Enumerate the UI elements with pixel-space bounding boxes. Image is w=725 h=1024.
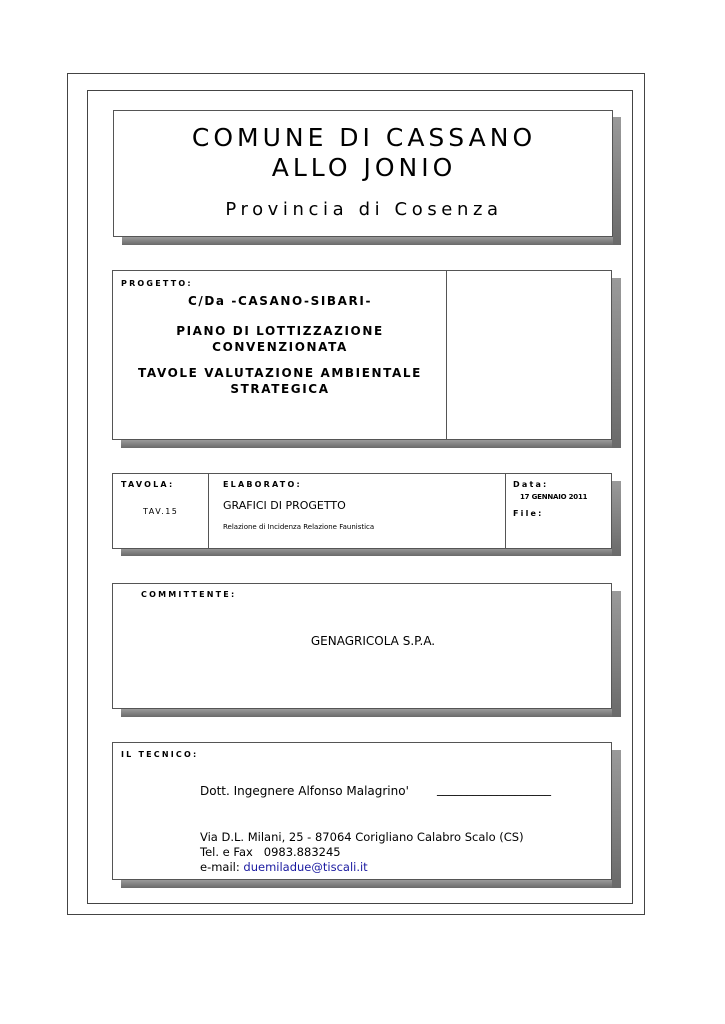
tecnico-phone: Tel. e Fax 0983.883245 (200, 845, 341, 859)
project-tables-line2: STRATEGICA (230, 382, 330, 396)
signature-line: ___________________ (437, 782, 551, 796)
tavola-divider-1 (208, 474, 209, 548)
tecnico-shadow-side (612, 750, 621, 888)
committente-label: COMMITTENTE: (141, 590, 237, 599)
title-line-2: ALLO JONIO (271, 153, 457, 182)
tecnico-box (112, 742, 612, 880)
project-plan-line2: CONVENZIONATA (212, 340, 348, 354)
header-shadow-side (613, 117, 621, 245)
project-box (112, 270, 612, 440)
elaborato-label: ELABORATO: (223, 480, 302, 489)
committente-shadow-side (612, 591, 621, 717)
committente-box (112, 583, 612, 709)
committente-shadow (121, 709, 621, 717)
tavola-shadow (121, 548, 621, 556)
tavola-shadow-side (612, 481, 621, 556)
data-label: Data: (513, 480, 549, 489)
header-shadow (122, 237, 621, 245)
header-box (113, 110, 613, 237)
tecnico-label: IL TECNICO: (121, 750, 199, 759)
email-label: e-mail: (200, 860, 240, 874)
tavola-value: TAV.15 (143, 507, 179, 516)
title-line-1: COMUNE DI CASSANO (191, 123, 537, 152)
municipality-title (114, 123, 614, 183)
tecnico-shadow (121, 880, 621, 888)
tecnico-email-line (200, 860, 368, 874)
project-label: PROGETTO: (121, 279, 193, 288)
email-link[interactable]: duemiladue@tiscali.it (243, 860, 368, 874)
tavola-label: TAVOLA: (121, 480, 175, 489)
data-value: 17 GENNAIO 2011 (520, 493, 588, 501)
project-tables-line1: TAVOLE VALUTAZIONE AMBIENTALE (138, 366, 422, 380)
project-shadow-side (612, 278, 621, 448)
project-plan-line1: PIANO DI LOTTIZZAZIONE (176, 324, 384, 338)
elaborato-title: GRAFICI DI PROGETTO (223, 499, 346, 512)
committente-name: GENAGRICOLA S.P.A. (310, 634, 436, 648)
elaborato-subtitle: Relazione di Incidenza Relazione Faunistica (223, 523, 375, 531)
tavola-divider-2 (505, 474, 506, 548)
project-shadow (121, 440, 621, 448)
province-subtitle: Provincia di Cosenza (225, 199, 503, 220)
project-text (113, 293, 447, 397)
file-label: File: (513, 509, 544, 518)
tecnico-name: Dott. Ingegnere Alfonso Malagrino' (200, 784, 409, 798)
project-location: C/Da -CASANO-SIBARI- (187, 294, 373, 308)
tavola-box (112, 473, 612, 549)
tecnico-address: Via D.L. Milani, 25 - 87064 Corigliano Calabro Scalo (CS) (200, 830, 524, 844)
